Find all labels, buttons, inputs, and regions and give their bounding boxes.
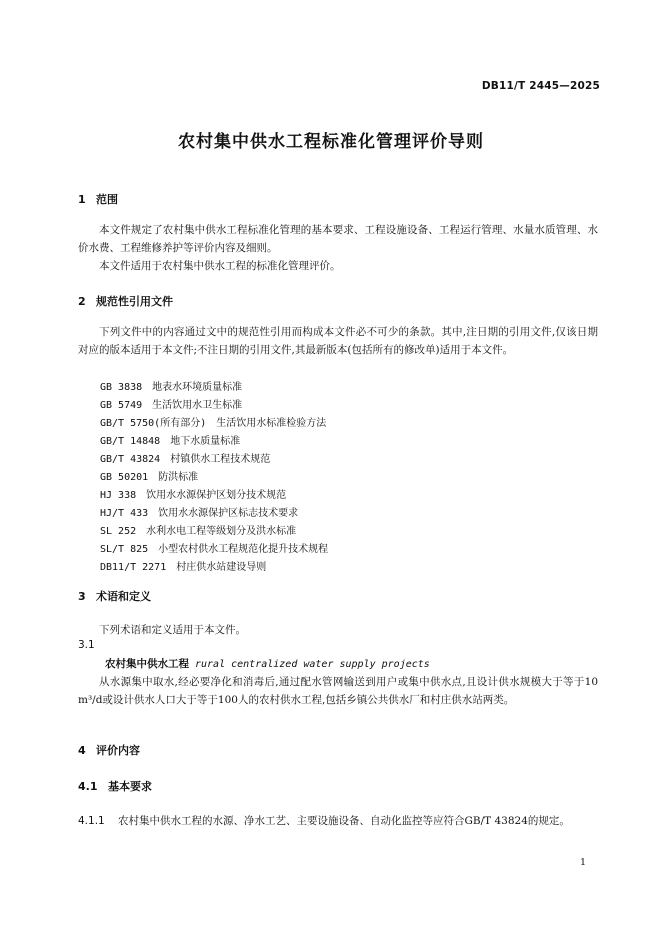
section-number: 4: [78, 744, 86, 757]
reference-item: DB11/T 2271 村庄供水站建设导则: [100, 562, 267, 573]
section-3-heading: [78, 588, 151, 604]
term-chinese: 农村集中供水工程: [105, 658, 189, 670]
reference-item: GB/T 5750(所有部分) 生活饮用水标准检验方法: [100, 418, 327, 429]
section-title: 术语和定义: [96, 590, 151, 603]
clause-number: 4.1.1: [78, 815, 105, 827]
term-english: rural centralized water supply projects: [195, 659, 430, 670]
clause-text: 农村集中供水工程的水源、净水工艺、主要设施设备、自动化监控等应符合GB/T 43824的规定。: [118, 815, 570, 827]
section-title: 范围: [96, 193, 118, 206]
reference-item: HJ 338 饮用水水源保护区划分技术规范: [100, 490, 287, 501]
section-1-paragraph-1: 本文件规定了农村集中供水工程标准化管理的基本要求、工程设施设备、工程运行管理、水量水质管理、水价水费、工程维修养护等评价内容及细则。: [78, 224, 598, 254]
term-entry: [105, 656, 430, 671]
reference-item: HJ/T 433 饮用水水源保护区标志技术要求: [100, 508, 299, 519]
section-number: 2: [78, 295, 86, 308]
section-title: 评价内容: [96, 744, 140, 757]
section-title: 规范性引用文件: [96, 295, 173, 308]
reference-item: GB 50201 防洪标准: [100, 472, 199, 483]
document-number: DB11/T 2445—2025: [481, 80, 600, 92]
section-2-heading: [78, 293, 173, 309]
reference-item: GB 5749 生活饮用水卫生标准: [100, 400, 243, 411]
section-4-heading: [78, 742, 140, 758]
subsection-number: 4.1: [78, 780, 98, 793]
section-1-heading: [78, 191, 118, 207]
section-number: 3: [78, 590, 86, 603]
reference-item: SL 252 水利水电工程等级划分及洪水标准: [100, 526, 297, 537]
section-3-intro: 下列术语和定义适用于本文件。: [99, 624, 246, 636]
section-2-intro: 下列文件中的内容通过文中的规范性引用而构成本文件必不可少的条款。其中,注日期的引用文件,仅该日期对应的版本适用于本文件;不注日期的引用文件,其最新版本(包括所有的修改单)适用于本文件。: [78, 326, 598, 356]
section-number: 1: [78, 193, 86, 206]
document-title: 农村集中供水工程标准化管理评价导则: [178, 132, 484, 152]
subsection-title: 基本要求: [108, 780, 152, 793]
reference-item: GB/T 43824 村镇供水工程技术规范: [100, 454, 271, 465]
subsection-4-1-heading: [78, 778, 152, 794]
term-number: 3.1: [78, 639, 95, 651]
reference-item: GB/T 14848 地下水质量标准: [100, 436, 241, 447]
reference-item: GB 3838 地表水环境质量标准: [100, 382, 243, 393]
reference-item: SL/T 825 小型农村供水工程规范化提升技术规程: [100, 544, 329, 555]
page-number: 1: [579, 857, 586, 868]
clause-4-1-1: [78, 813, 570, 828]
term-definition: 从水源集中取水,经必要净化和消毒后,通过配水管网输送到用户或集中供水点,且设计供水规模大于等于10 m³/d或设计供水人口大于等于100人的农村供水工程,包括乡镇公共供水厂和村庄供水站两类。: [78, 676, 598, 706]
section-1-paragraph-2: 本文件适用于农村集中供水工程的标准化管理评价。: [99, 260, 341, 272]
